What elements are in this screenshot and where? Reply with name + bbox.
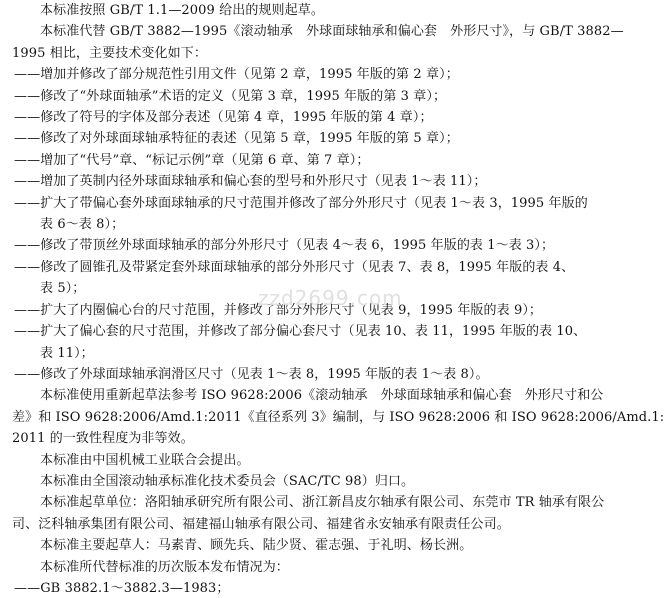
paragraph-iso-reference-cont: 差》和 ISO 9628:2006/Amd.1:2011《直径系列 3》编制，与 ISO 9628:2006 和 ISO 9628:2006/Amd.1: <box>12 410 665 425</box>
paragraph-replacement: 本标准代替 GB/T 3882—1995《滚动轴承 外球面球轴承和偏心套 外形尺寸》，与 GB/T 3882— <box>40 24 624 39</box>
list-item: ——扩大了内圈偏心台的尺寸范围，并修改了部分外形尺寸（见表 9，1995 年版的表 9）； <box>14 303 543 318</box>
list-item: ——修改了带顶丝外球面球轴承的部分外形尺寸（见表 4～表 6，1995 年版的表 1～表 3）； <box>14 238 555 253</box>
paragraph-iso-reference: 本标准使用重新起草法参考 ISO 9628:2006《滚动轴承 外球面球轴承和偏心套 外形尺寸和公 <box>40 388 604 403</box>
list-item-cont: 表 5）； <box>40 281 86 296</box>
list-item: ——增加了英制内径外球面球轴承和偏心套的型号和外形尺寸（见表 1～表 11）； <box>14 174 487 189</box>
list-item: ——GB 3882.1～3882.3—1983； <box>14 581 230 596</box>
list-item-cont: 表 6～表 8）； <box>40 217 125 232</box>
paragraph-drafting-units-cont: 司、泛科轴承集团有限公司、福建福山轴承有限公司、福建省永安轴承有限责任公司。 <box>12 517 510 532</box>
list-item: ——修改了外球面球轴承润滑区尺寸（见表 1～表 8，1995 年版的表 1～表 8）。 <box>14 367 489 382</box>
watermark: zzd2699.com <box>258 286 403 310</box>
list-item: ——扩大了偏心套的尺寸范围，并修改了部分偏心套尺寸（见表 10、表 11，1995 年版的表 10、 <box>14 324 587 339</box>
paragraph-drafting-units: 本标准起草单位：洛阳轴承研究所有限公司、浙江新昌皮尔轴承有限公司、东莞市 TR 轴承有限公 <box>40 495 605 510</box>
list-item-cont: 表 11）； <box>40 346 94 361</box>
paragraph-drafters: 本标准主要起草人：马素青、顾先兵、陆少贤、霍志强、于礼明、杨长洲。 <box>40 538 473 553</box>
paragraph-history: 本标准所代替标准的历次版本发布情况为： <box>40 560 289 575</box>
paragraph-iso-reference-cont: 2011 的一致性程度为非等效。 <box>12 431 194 446</box>
list-item: ——修改了圆锥孔及带紧定套外球面球轴承的部分外形尺寸（见表 7、表 8，1995 年版的表 4、 <box>14 260 575 275</box>
list-item: ——扩大了带偏心套外球面球轴承的尺寸范围并修改了部分外形尺寸（见表 1～表 3，1995 年版的 <box>14 196 588 211</box>
paragraph-drafting-rules: 本标准按照 GB/T 1.1—2009 给出的规则起草。 <box>40 3 324 18</box>
paragraph-replacement-cont: 1995 相比，主要技术变化如下： <box>12 46 207 61</box>
list-item: ——修改了“外球面轴承”术语的定义（见第 3 章，1995 年版的第 3 章）； <box>14 89 447 104</box>
list-item: ——增加并修改了部分规范性引用文件（见第 2 章，1995 年版的第 2 章）； <box>14 67 459 82</box>
list-item: ——修改了对外球面球轴承特征的表述（见第 5 章，1995 年版的第 5 章）； <box>14 131 459 146</box>
list-item: ——修改了符号的字体及部分表述（见第 4 章，1995 年版的第 4 章）； <box>14 110 433 125</box>
paragraph-centralized-by: 本标准由全国滚动轴承标准化技术委员会（SAC/TC 98）归口。 <box>40 474 415 489</box>
paragraph-proposed-by: 本标准由中国机械工业联合会提出。 <box>40 453 250 468</box>
list-item: ——增加了“代号”章、“标记示例”章（见第 6 章、第 7 章）； <box>14 153 370 168</box>
